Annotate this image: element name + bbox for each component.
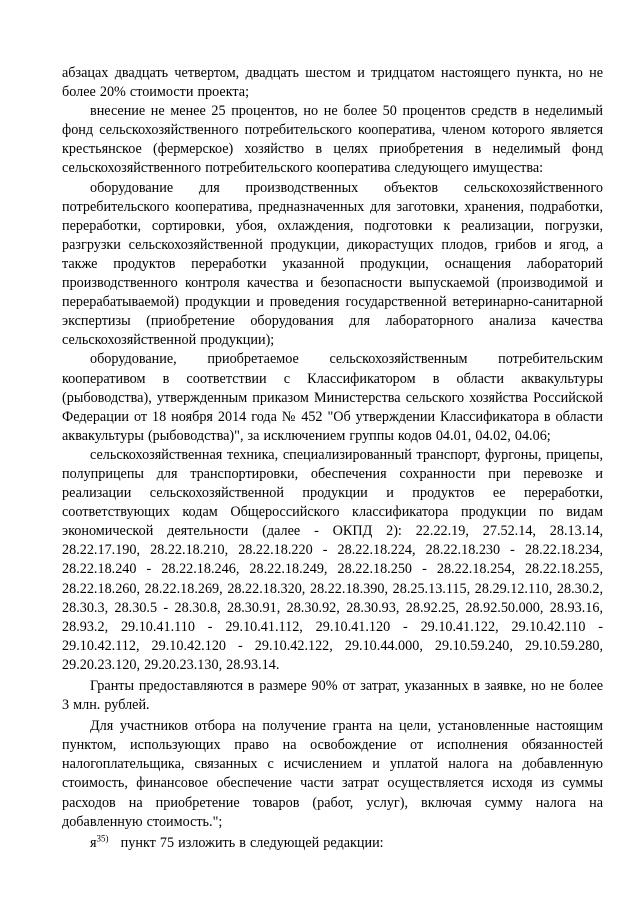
item-superscript: 35) — [96, 833, 109, 844]
item-marker-paragraph — [62, 834, 603, 853]
paragraph-continuation: абзацах двадцать четвертом, двадцать шестом и тридцатом настоящего пункта, но не более 20% стоимости проекта; — [62, 65, 603, 101]
paragraph-vat-note: Для участников отбора на получение гранта на цели, установленные настоящим пунктом, использующих право на освобождение от исполнения обязанностей налогоплательщика, связанных с исчислением и уплатой налога на добавленную стоимость, финансовое обеспечение части затрат осуществляется исходя из суммы расходов на приобретение товаров (работ, услуг), включая сумму налога на добавленную стоимость."; — [62, 718, 603, 830]
paragraph-machinery-codes: сельскохозяйственная техника, специализированный транспорт, фургоны, прицепы, полуприцепы для транспортировки, обеспечения сохранности при перевозке и реализации сельскохозяйственной продукции и продуктов ее переработки, соответствующих кодам Общероссийского классификатора продукции по видам экономической деятельности (далее - ОКПД 2): 22.22.19, 27.52.14, 28.13.14, 28.22.17.190, 28.22.18.210, 28.22.18.220 - 28.22.18.224, 28.22.18.230 - 28.22.18.234, 28.22.18.240 - 28.22.18.246, 28.22.18.249, 28.22.18.250 - 28.22.18.254, 28.22.18.255, 28.22.18.260, 28.22.18.269, 28.22.18.320, 28.22.18.390, 28.25.13.115, 28.29.12.110, 28.30.2, 28.30.3, 28.30.5 - 28.30.8, 28.30.91, 28.30.92, 28.30.93, 28.92.25, 28.92.50.000, 28.93.16, 28.93.2, 29.10.41.110 - 29.10.41.112, 29.10.41.120 - 29.10.41.122, 29.10.42.110 - 29.10.42.112, 29.10.42.120 - 29.10.42.122, 29.10.44.000, 29.10.59.240, 29.10.59.280, 29.20.23.120, 29.20.23.130, 28.93.14. — [62, 446, 603, 673]
paragraph-equipment-aquaculture: оборудование, приобретаемое сельскохозяйственным потребительским кооперативом в соответствии с Классификатором в области аквакультуры (рыбоводства), утвержденным приказом Министерства сельского хозяйства Российской Федерации от 18 ноября 2014 года № 452 "Об утверждении Классификатора в области аквакультуры (рыбоводства)", за исключением группы кодов 04.01, 04.02, 04.06; — [62, 351, 603, 444]
paragraph-grant-amount: Гранты предоставляются в размере 90% от затрат, указанных в заявке, но не более 3 млн. рублей. — [62, 678, 603, 714]
paragraph-equipment-processing: оборудование для производственных объектов сельскохозяйственного потребительского кооператива, предназначенных для заготовки, хранения, подработки, переработки, сортировки, убоя, охлаждения, подготовки к реализации, погрузки, разгрузки сельскохозяйственной продукции, дикорастущих плодов, грибов и ягод, а также продуктов переработки указанной продукции, оснащения лабораторий производственного контроля качества и безопасности выпускаемой (производимой и перерабатываемой) продукции и проведения государственной ветеринарно-санитарной экспертизы (приобретение оборудования для лабораторного анализа качества сельскохозяйственной продукции); — [62, 179, 603, 349]
document-page — [62, 64, 603, 853]
item-text: пункт 75 изложить в следующей редакции: — [108, 834, 384, 851]
item-marker: я — [90, 834, 97, 851]
paragraph-contribution: внесение не менее 25 процентов, но не более 50 процентов средств в неделимый фонд сельскохозяйственного потребительского кооператива, членом которого является крестьянское (фермерское) хозяйство в целях приобретения в неделимый фонд сельскохозяйственного потребительского кооператива следующего имущества: — [62, 103, 603, 177]
